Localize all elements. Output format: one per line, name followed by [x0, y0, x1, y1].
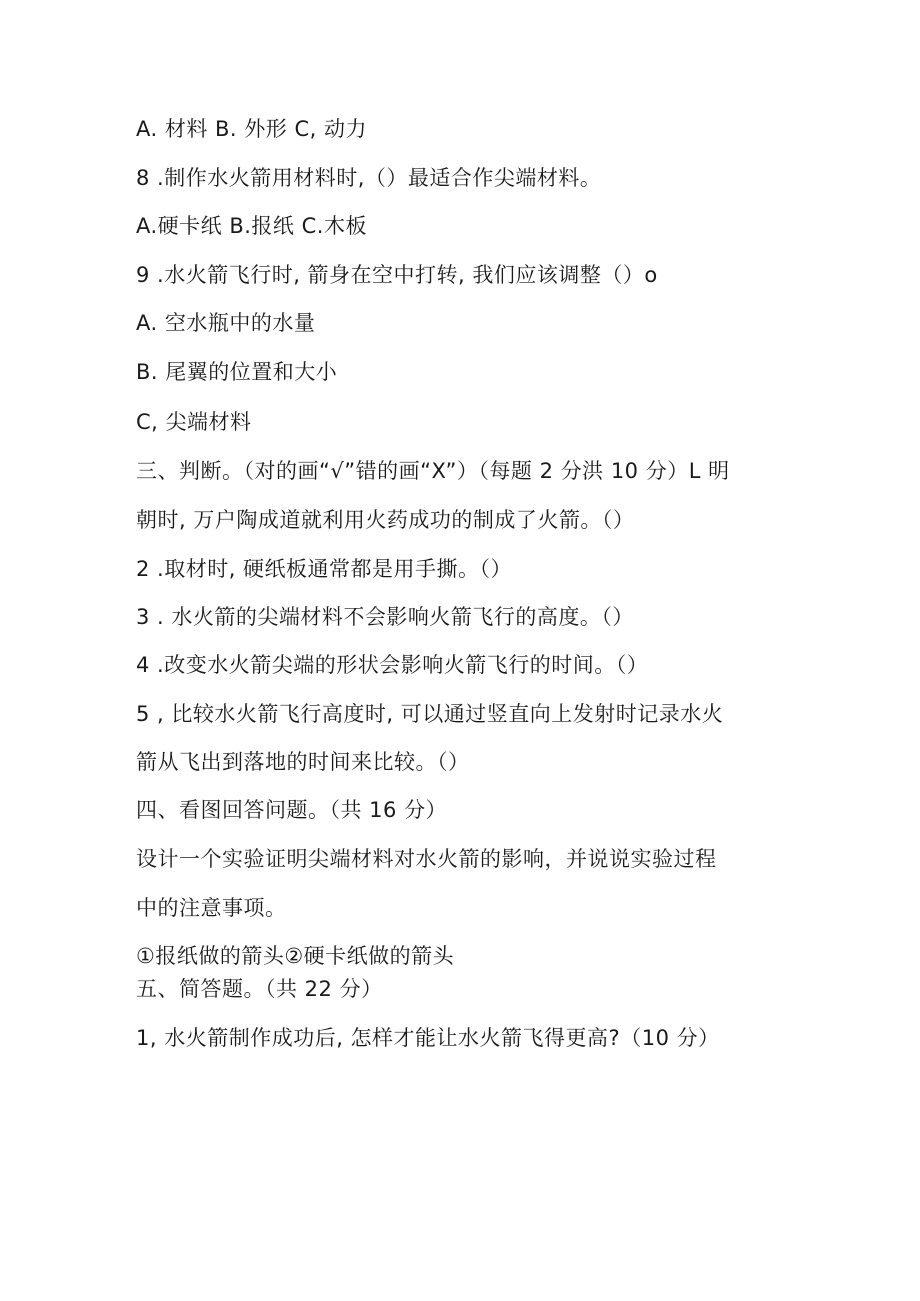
q9-question: 9 .水火箭飞行时, 箭身在空中打转, 我们应该调整（）o [136, 263, 658, 287]
judge-4: 4 .改变水火箭尖端的形状会影响火箭飞行的时间。（） [136, 653, 649, 677]
q8-question: 8 .制作水火箭用材料时,（）最适合作尖端材料。 [136, 166, 602, 190]
section-5-heading: 五、简答题。（共 22 分） [136, 977, 383, 1001]
judge-5-line-1: 5 , 比较水火箭飞行高度时, 可以通过竖直向上发射时记录水火 [136, 702, 724, 726]
judge-5-line-2: 箭从飞出到落地的时间来比较。（） [136, 750, 470, 774]
figure-captions: ①报纸做的箭头②硬卡纸做的箭头 [136, 944, 455, 968]
q7-options: A. 材料 B. 外形 C, 动力 [136, 117, 367, 141]
q9-option-c: C, 尖端材料 [136, 410, 252, 434]
section-4-prompt-line-2: 中的注意事项。 [136, 896, 287, 920]
section-3-heading: 三、判断。（对的画“√”错的画“X”）（每题 2 分洪 10 分）L 明 [136, 459, 730, 483]
judge-2: 2 .取材时, 硬纸板通常都是用手撕。（） [136, 557, 513, 581]
section-4-prompt-line-1: 设计一个实验证明尖端材料对水火箭的影响，并说说实验过程 [136, 847, 717, 871]
q9-option-a: A. 空水瓶中的水量 [136, 311, 316, 335]
q8-options: A.硬卡纸 B.报纸 C.木板 [136, 214, 367, 238]
short-answer-1: 1, 水火箭制作成功后, 怎样才能让水火箭飞得更高?（10 分） [136, 1026, 720, 1050]
judge-3: 3 . 水火箭的尖端材料不会影响火箭飞行的高度。（） [136, 605, 634, 629]
q9-option-b: B. 尾翼的位置和大小 [136, 360, 338, 384]
section-4-heading: 四、看图回答问题。（共 16 分） [136, 798, 448, 822]
judge-1: 朝时, 万户陶成道就利用火药成功的制成了火箭。（） [136, 508, 635, 532]
